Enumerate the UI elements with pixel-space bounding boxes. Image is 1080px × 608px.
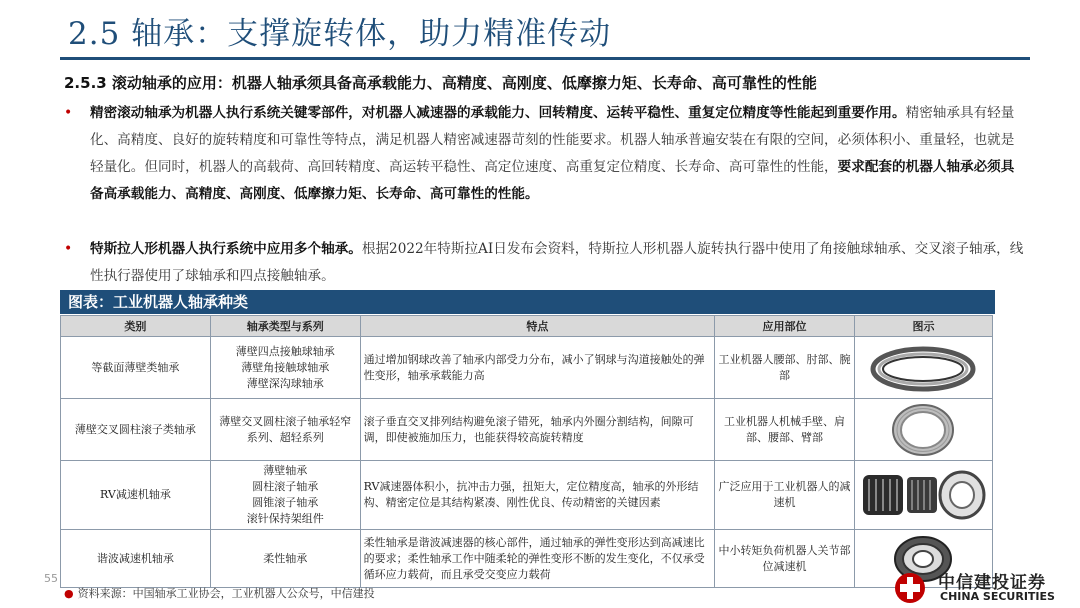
bullet-dot-icon: • [64,241,73,257]
cell-feature: RV减速器体积小，抗冲击力强，扭矩大，定位精度高，轴承的外形结构、精密定位是其结构紧凑、刚性优良、传动精密的关键因素 [360,461,715,530]
cell-types: 薄壁交叉圆柱滚子轴承轻窄系列、超轻系列 [210,399,360,461]
cell-illustration [854,399,992,461]
source-note [64,585,375,601]
thin-ring-bearing-icon [868,342,978,394]
logo-english-name: CHINA SECURITIES [940,590,1055,603]
cell-feature: 通过增加钢球改善了轴承内部受力分布，减小了钢球与沟道接触处的弹性变形，轴承承载能力高 [360,337,715,399]
cell-application: 广泛应用于工业机器人的减速机 [715,461,855,530]
cell-feature: 滚子垂直交叉排列结构避免滚子错死，轴承内外圈分割结构，间隙可调，即使被施加压力，也能获得较高旋转精度 [360,399,715,461]
bullet-1-body: 精密轴承具有轻量化、高精度、良好的旋转精度和可靠性等特点，满足机器人精密减速器苛刻的性能要求。机器人轴承普遍安装在有限的空间，必须体积小、重量轻，也就是轻量化。但同时，机器人的高载荷、高回转精度、高运转平稳性、高定位速度、高重复定位精度、长寿命、高可靠性的性能， [90,105,1015,175]
page-number: 55 [44,572,58,585]
table-row [61,399,993,461]
header-application: 应用部位 [715,316,855,337]
cell-category: 谐波减速机轴承 [61,530,211,588]
cell-types: 薄壁四点接触球轴承 薄壁角接触球轴承 薄壁深沟球轴承 [210,337,360,399]
needle-cage-icon [859,467,987,523]
bullet-1-tail: 要求配套的机器人轴承必须具备高承载能力、高精度、高刚度、低摩擦力矩、长寿命、高可靠性的性能。 [90,159,1015,202]
cell-illustration [854,461,992,530]
cell-illustration [854,337,992,399]
source-text: 资料来源：中国轴承工业协会，工业机器人公众号，中信建投 [77,587,375,600]
header-types: 轴承类型与系列 [210,316,360,337]
table-row [61,530,993,588]
bullet-1-lead: 精密滚动轴承为机器人执行系统关键零部件，对机器人减速器的承载能力、回转精度、运转平稳性、重复定位精度等性能起到重要作用。 [90,105,906,121]
cross-roller-bearing-icon [888,402,958,458]
table-row [61,337,993,399]
header-illustration: 图示 [854,316,992,337]
header-category: 类别 [61,316,211,337]
bullet-paragraph-1 [64,100,1024,208]
section-subtitle: 2.5.3 滚动轴承的应用：机器人轴承须具备高承载能力、高精度、高刚度、低摩擦力矩、长寿命、高可靠性的性能 [64,74,817,92]
bullet-dot-icon: • [64,105,73,121]
cell-category: RV减速机轴承 [61,461,211,530]
bullet-paragraph-2 [64,236,1024,290]
cell-category: 等截面薄壁类轴承 [61,337,211,399]
bullet-2-body: 根据2022年特斯拉AI日发布会资料，特斯拉人形机器人旋转执行器中使用了角接触球轴承、交叉滚子轴承，线性执行器使用了球轴承和四点接触轴承。 [90,241,1024,284]
cell-types: 薄壁轴承 圆柱滚子轴承 圆锥滚子轴承 滚针保持架组件 [210,461,360,530]
source-dot-icon: ● [64,587,74,600]
bearing-table [60,315,993,588]
table-caption: 图表：工业机器人轴承种类 [60,290,995,314]
cell-application: 工业机器人机械手壁、肩部、腰部、臂部 [715,399,855,461]
bullet-2-lead: 特斯拉人形机器人执行系统中应用多个轴承。 [90,241,362,257]
table-row [61,461,993,530]
cell-category: 薄壁交叉圆柱滚子类轴承 [61,399,211,461]
header-feature: 特点 [360,316,715,337]
cell-feature: 柔性轴承是谐波减速器的核心部件，通过轴承的弹性变形达到高减速比的要求；柔性轴承工作中随柔轮的弹性变形不断的发生变化，不仅承受循环应力载荷，而且承受交变应力载荷 [360,530,715,588]
table-header-row [61,316,993,337]
title-divider [60,57,1030,60]
cell-application: 工业机器人腰部、肘部、腕部 [715,337,855,399]
page-title: 2.5 轴承：支撑旋转体，助力精准传动 [68,16,612,52]
cell-application: 中小转矩负荷机器人关节部位减速机 [715,530,855,588]
logo-chinese-name: 中信建投证券 [938,573,1046,593]
cell-types: 柔性轴承 [210,530,360,588]
